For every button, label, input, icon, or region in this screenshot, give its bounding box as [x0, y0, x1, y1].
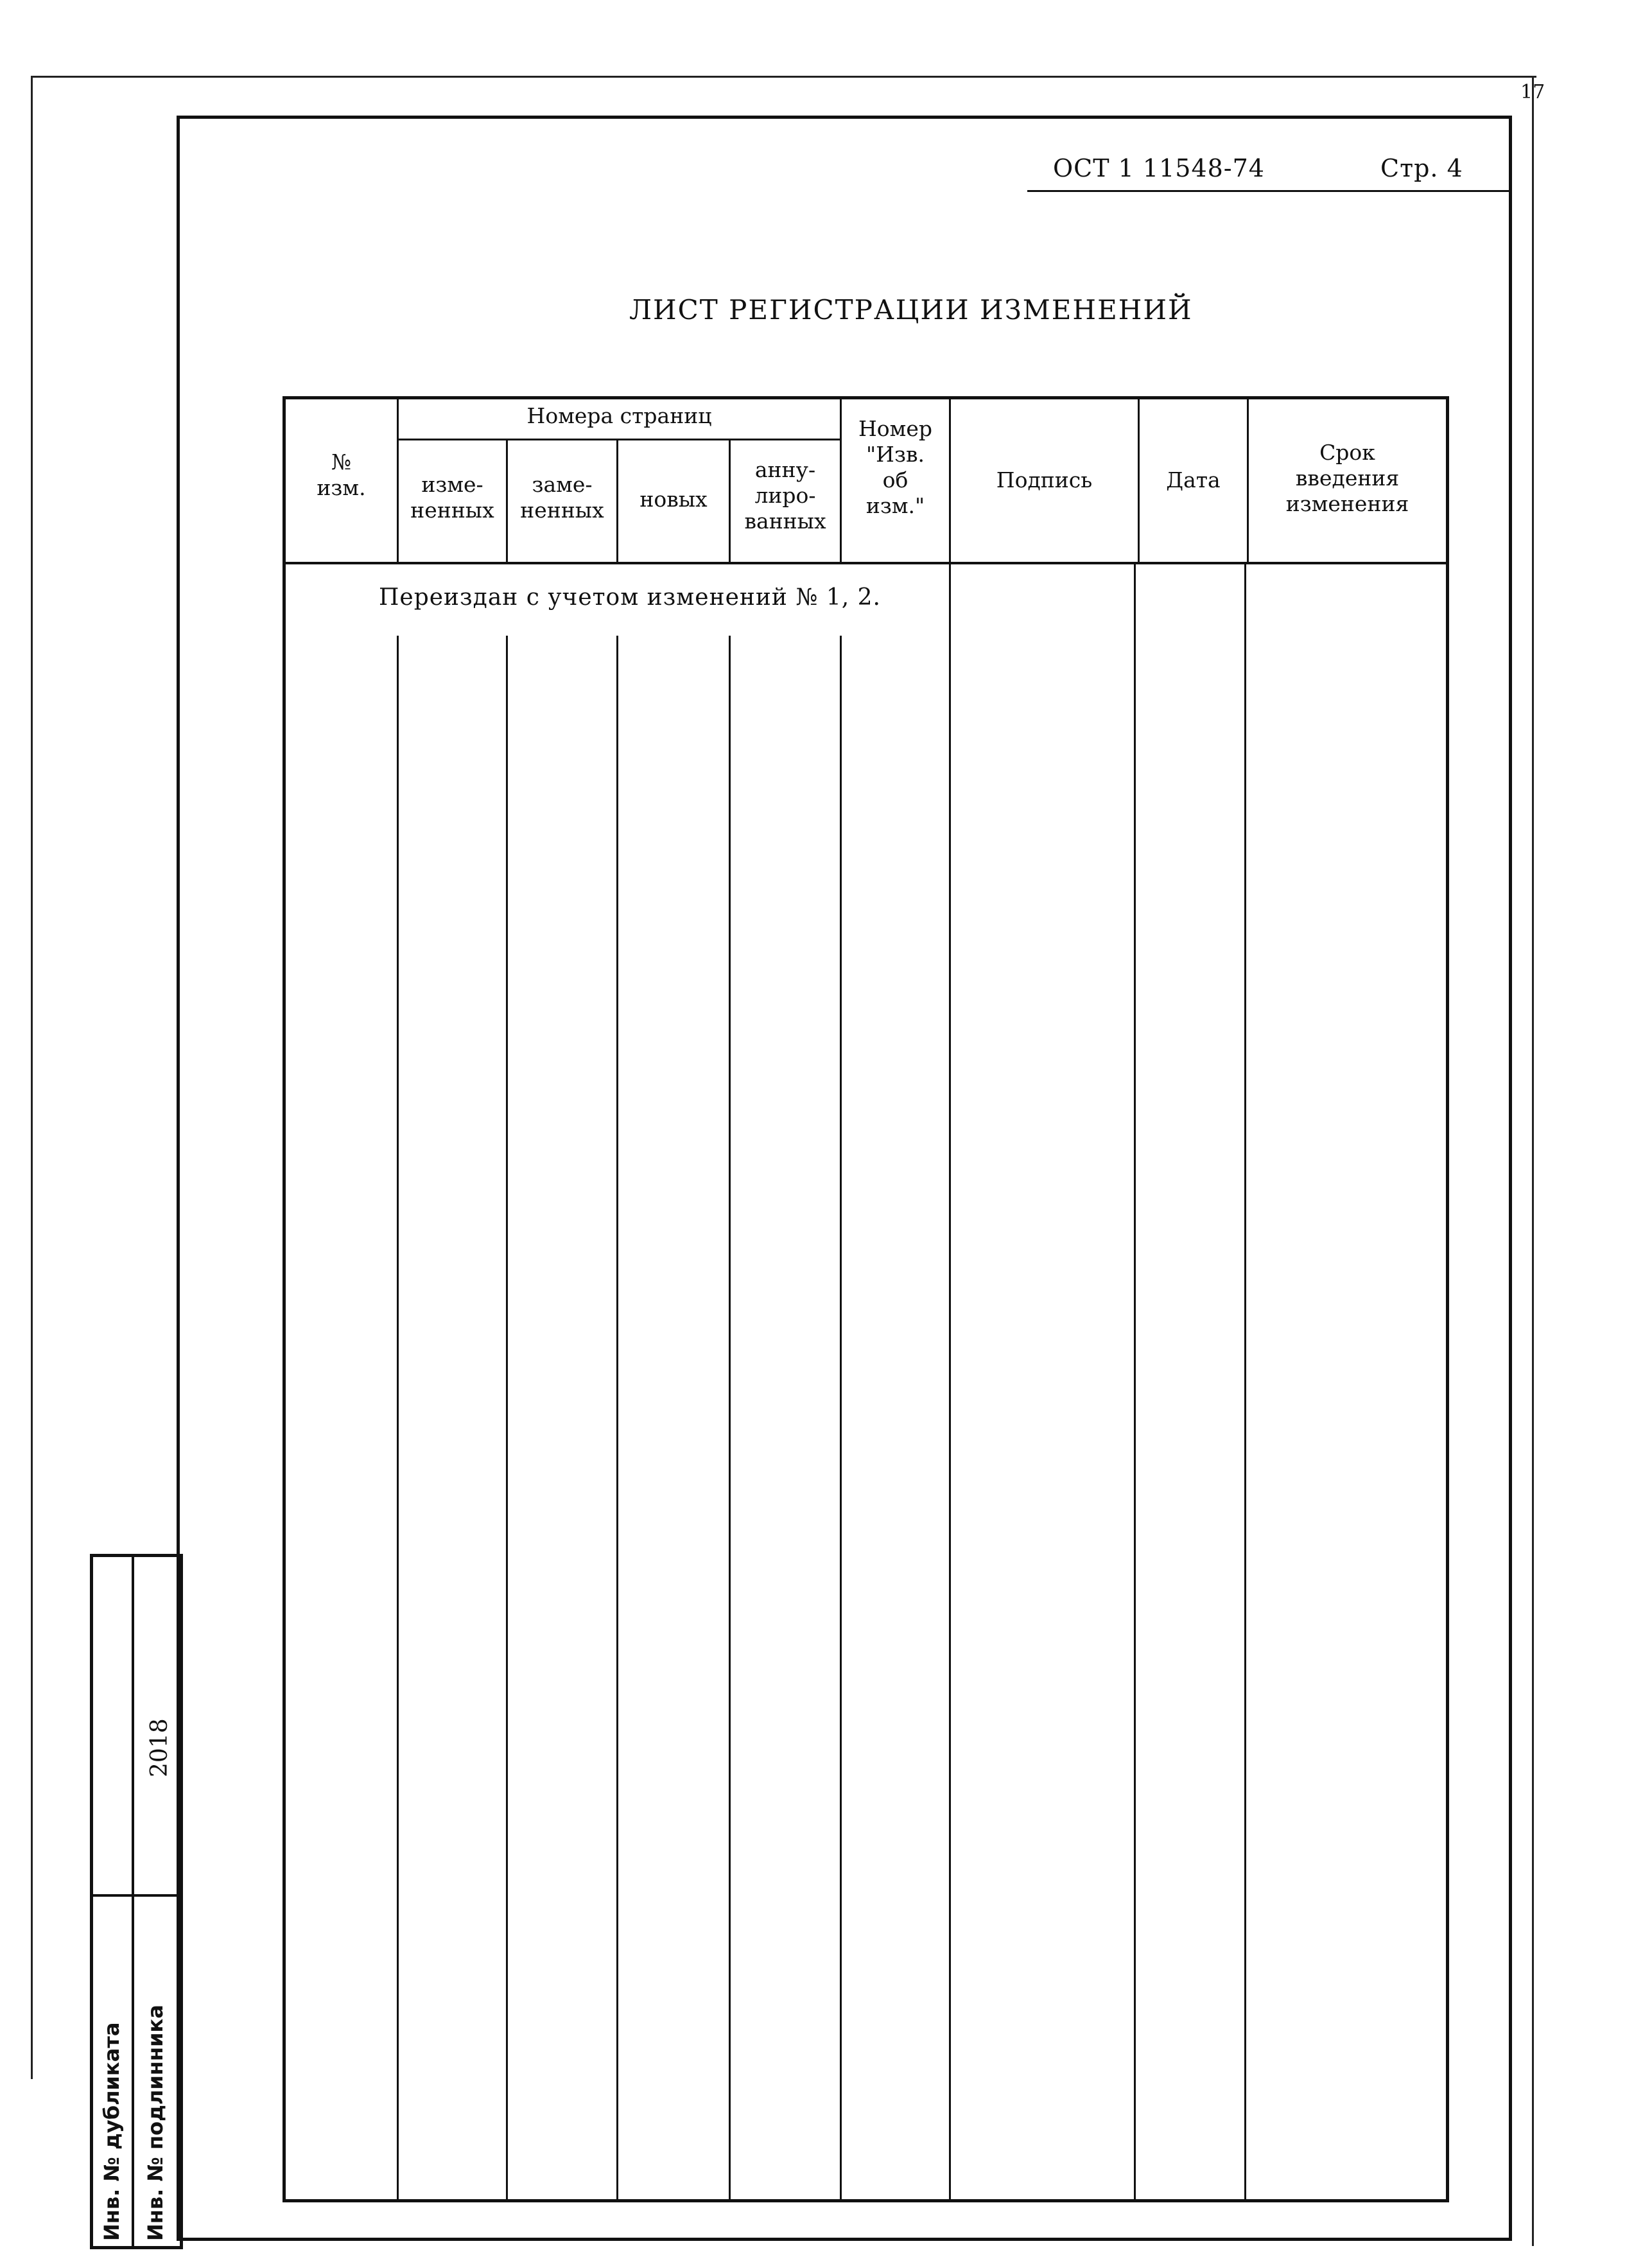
outer-frame-right	[1532, 76, 1534, 2246]
reissue-note: Переиздан с учетом изменений № 1, 2.	[379, 584, 881, 611]
header-notice-line2: "Изв.	[865, 442, 925, 467]
header-replaced	[508, 472, 616, 523]
document-code: ОСТ 1 11548-74	[1053, 154, 1265, 182]
header-term-line3: изменения	[1285, 491, 1409, 516]
body-line-new	[729, 636, 731, 2202]
header-bottom-border	[283, 562, 1449, 564]
header-page-numbers-group: Номера страниц	[526, 403, 712, 428]
header-no	[286, 449, 397, 501]
header-annulled-line2: лиро-	[754, 483, 816, 508]
header-replaced-line2: ненных	[520, 498, 604, 523]
header-annulled-line1: анну-	[754, 457, 816, 482]
outer-frame-top	[31, 76, 1536, 78]
header-signature: Подпись	[996, 467, 1093, 492]
table-right-border	[1446, 396, 1449, 2202]
header-underline	[1027, 190, 1512, 192]
table-bottom-border	[283, 2199, 1449, 2202]
header-term-line2: введения	[1295, 466, 1400, 491]
header-notice-line1: Номер	[858, 416, 932, 441]
duplicate-inventory-label: Инв. № дубликата	[100, 2022, 124, 2241]
header-no-line1: №	[331, 449, 352, 475]
header-notice	[842, 416, 949, 519]
page-title: ЛИСТ РЕГИСТРАЦИИ ИЗМЕНЕНИЙ	[629, 294, 1193, 326]
body-line-replaced	[616, 636, 618, 2202]
table-left-border	[283, 396, 286, 2202]
side-stamp-horizontal-divider	[90, 1894, 183, 1897]
corner-page-number: 17	[1520, 81, 1545, 103]
original-inventory-label: Инв. № подлинника	[143, 2005, 168, 2241]
header-notice-line3: об	[882, 467, 909, 492]
body-line-signature	[1134, 564, 1136, 2202]
body-line-no	[397, 636, 399, 2202]
header-annulled-line3: ванных	[744, 509, 826, 534]
body-line-changed	[506, 636, 508, 2202]
header-term-line1: Срок	[1319, 440, 1375, 465]
body-line-notice	[949, 564, 951, 2202]
header-changed-line2: ненных	[410, 498, 494, 523]
table-top-border	[283, 396, 1449, 399]
header-new: новых	[639, 487, 708, 512]
header-no-line2: изм.	[317, 475, 366, 500]
side-stamp-vertical-divider	[132, 1554, 134, 2249]
header-annulled	[731, 457, 840, 534]
header-date: Дата	[1166, 467, 1221, 492]
header-changed-line1: изме-	[421, 472, 483, 497]
document-page-label: Стр. 4	[1380, 154, 1463, 182]
original-inventory-value: 2018	[146, 1718, 173, 1777]
header-replaced-line1: заме-	[532, 472, 593, 497]
group-header-divider	[398, 439, 841, 440]
outer-frame-left	[31, 76, 33, 2079]
header-changed	[399, 472, 506, 523]
body-line-date	[1244, 564, 1246, 2202]
header-notice-line4: изм."	[865, 493, 925, 518]
body-line-annulled	[840, 636, 842, 2202]
header-term	[1249, 440, 1446, 517]
